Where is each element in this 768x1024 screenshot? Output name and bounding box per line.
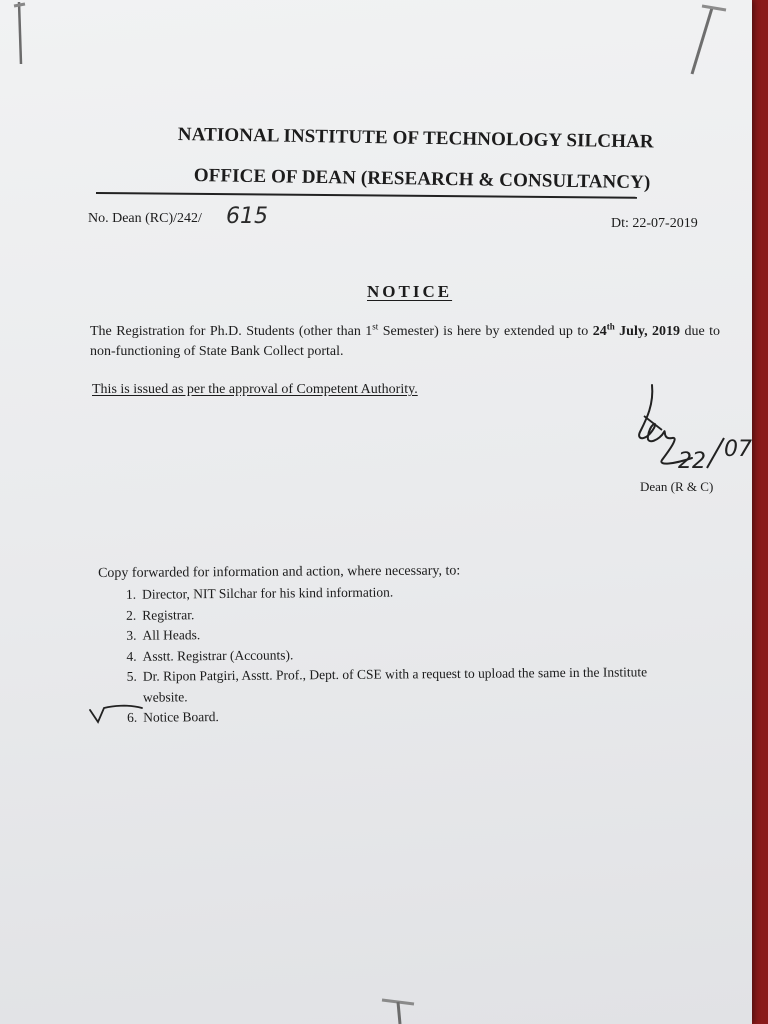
notice-date: Dt: 22-07-2019 bbox=[611, 216, 698, 231]
pin-icon bbox=[8, 0, 30, 70]
list-item-continuation: website. bbox=[142, 688, 188, 705]
tick-mark-icon bbox=[88, 702, 144, 724]
approval-line: This is issued as per the approval of Competent Authority. bbox=[92, 382, 418, 397]
svg-text:07: 07 bbox=[724, 437, 752, 462]
signature-icon bbox=[632, 380, 762, 475]
distribution-list bbox=[108, 580, 648, 728]
notice-body: The Registration for Ph.D. Students (other than 1st Semester) is here by extended up to 24th July, 2019 due to non-functioning of State Bank Collect portal. bbox=[90, 321, 721, 359]
list-item: 6. Notice Board. bbox=[126, 709, 219, 725]
list-item: 5. Dr. Ripon Patgiri, Asstt. Prof., Dept. of CSE with a request to upload the same in the Institute bbox=[126, 664, 648, 684]
copy-forwarded-intro: Copy forwarded for information and action, where necessary, to: bbox=[98, 563, 461, 581]
pin-icon bbox=[378, 994, 418, 1024]
list-item: 1. Director, NIT Silchar for his kind information. bbox=[125, 584, 394, 602]
institute-heading: NATIONAL INSTITUTE OF TECHNOLOGY SILCHAR bbox=[177, 124, 654, 153]
list-item: 3. All Heads. bbox=[126, 627, 201, 643]
reference-number: No. Dean (RC)/242/ bbox=[88, 211, 202, 226]
handwritten-number: 615 bbox=[226, 204, 268, 229]
list-item: 4. Asstt. Registrar (Accounts). bbox=[126, 646, 294, 664]
notice-title: NOTICE bbox=[367, 282, 453, 301]
office-heading: OFFICE OF DEAN (RESEARCH & CONSULTANCY) bbox=[193, 165, 651, 194]
list-item: 2. Registrar. bbox=[126, 606, 195, 623]
pin-icon bbox=[684, 0, 730, 80]
svg-text:22: 22 bbox=[678, 449, 706, 474]
signatory-designation: Dean (R & C) bbox=[640, 479, 714, 494]
